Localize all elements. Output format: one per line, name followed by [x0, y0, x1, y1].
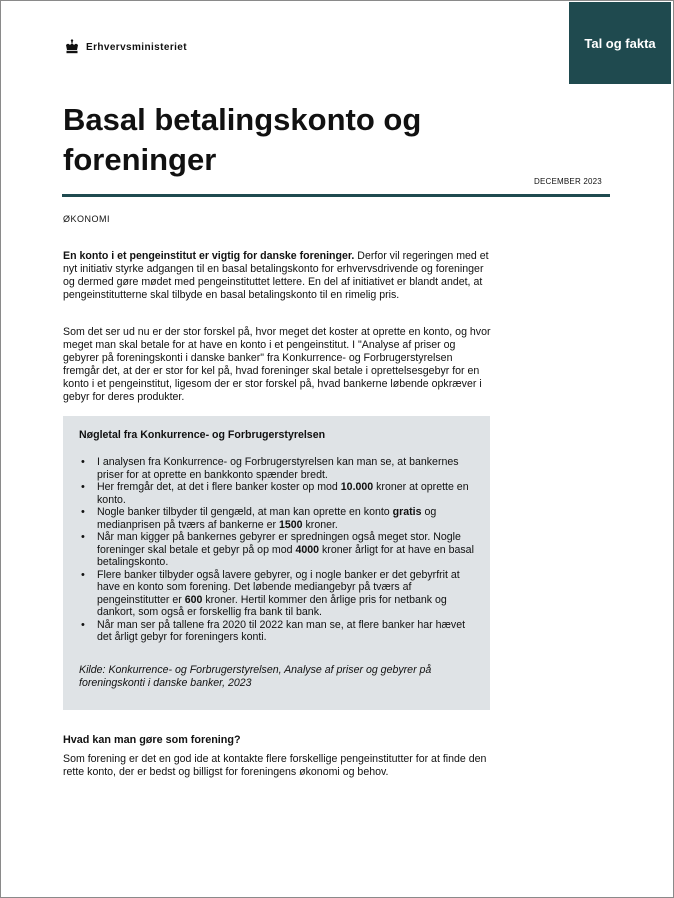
ministry-logo [64, 39, 187, 55]
fact-box [63, 416, 490, 710]
list-item-highlight: 600 [184, 593, 203, 606]
list-item [79, 481, 479, 506]
list-item [79, 456, 479, 481]
crown-icon [64, 39, 80, 55]
source-note: Kilde: Konkurrence- og Forbrugerstyrelsen, Analyse af priser og gebyrer på foreningskonti i danske banker, 2023 [79, 664, 432, 689]
section-paragraph: Som forening er det en god ide at kontakte flere forskellige pengeinstitutter for at finde den rette konto, der er bedst og billigst for foreningens økonomi og behov. [63, 753, 487, 778]
tag-box [569, 2, 671, 84]
list-item-highlight: 1500 [278, 518, 303, 531]
list-item-text: Når man kigger på bankernes gebyrer er spredningen også meget stor. Nogle foreninger skal betale et gebyr på op mod [97, 531, 461, 556]
list-item [79, 506, 479, 531]
fact-box-title: Nøgletal fra Konkurrence- og Forbrugerstyrelsen [79, 429, 326, 441]
list-item-text: kroner. [302, 518, 338, 531]
list-item-text: kroner årligt for at have en basal betalingskonto. [97, 543, 474, 568]
fact-list [79, 456, 479, 644]
list-item-text: Flere banker tilbyder også lavere gebyrer, og i nogle banker er det gebyrfrit at have en konto som forening. Det løbende mediangebyr på tværs af pengeinstitutter er [97, 568, 460, 606]
title-divider [62, 194, 610, 197]
intro-paragraph [63, 250, 491, 302]
list-item-highlight: 10.000 [340, 481, 374, 493]
ministry-name: Erhvervsministeriet [86, 41, 187, 53]
list-item-highlight: 4000 [295, 543, 320, 556]
publication-date: DECEMBER 2023 [534, 177, 602, 186]
list-item-text: Nogle banker tilbyder til gengæld, at man kan oprette en konto [97, 506, 393, 518]
list-item-text: og medianprisen på tværs af bankerne er [97, 506, 437, 531]
list-item [79, 569, 479, 619]
list-item [79, 619, 479, 644]
intro-rest: Derfor vil regeringen med et nyt initiativ styrke adgangen til en basal betalingskonto for erhvervsdrivende og foreninger og dermed gøre mødet med pengeinstituttet lettere. En del af initiativet er blandt andet, at pengeinstitutterne skal tilbyde en basal betalingskonto til en rimelig pris. [63, 250, 489, 301]
list-item-text: I analysen fra Konkurrence- og Forbrugerstyrelsen kan man se, at bankernes priser for at oprette en bankkonto spænder bredt. [97, 456, 459, 481]
list-item-text: Her fremgår det, at det i flere banker koster op mod [97, 481, 341, 493]
page-title: Basal betalingskonto og foreninger [63, 102, 422, 177]
list-item-highlight: gratis [392, 506, 422, 518]
tag-label: Tal og fakta [584, 35, 656, 51]
section-heading: Hvad kan man gøre som forening? [63, 734, 241, 746]
list-item [79, 531, 479, 569]
intro-lead: En konto i et pengeinstitut er vigtig for danske foreninger. [63, 250, 355, 262]
list-item-text: kroner. Hertil kommer den årlige pris for netbank og dankort, som også er forskellig fra bank til bank. [97, 593, 447, 618]
body-paragraph-2: Som det ser ud nu er der stor forskel på, hvor meget det koster at oprette en konto, og hvor meget man skal betale for at have en konto i et pengeinstitut. I "Analyse af priser og gebyrer på foreningskonti i danske banker" fra Konkurrence- og Forbrugerstyrelsen fremgår det, at der er stor for kel på, hvad foreninger skal betale i oprettelsesgebyr for en konto i et pengeinstitut, ligesom der er stor forskel på, hvad bankerne løbende opkræver i gebyr for deres produkter. [63, 326, 491, 403]
list-item-text: kroner at oprette en konto. [97, 481, 469, 506]
category-label: ØKONOMI [63, 214, 111, 224]
list-item-text: Når man ser på tallene fra 2020 til 2022 kan man se, at flere banker har hævet det årligt gebyr for foreningers konti. [97, 618, 466, 643]
